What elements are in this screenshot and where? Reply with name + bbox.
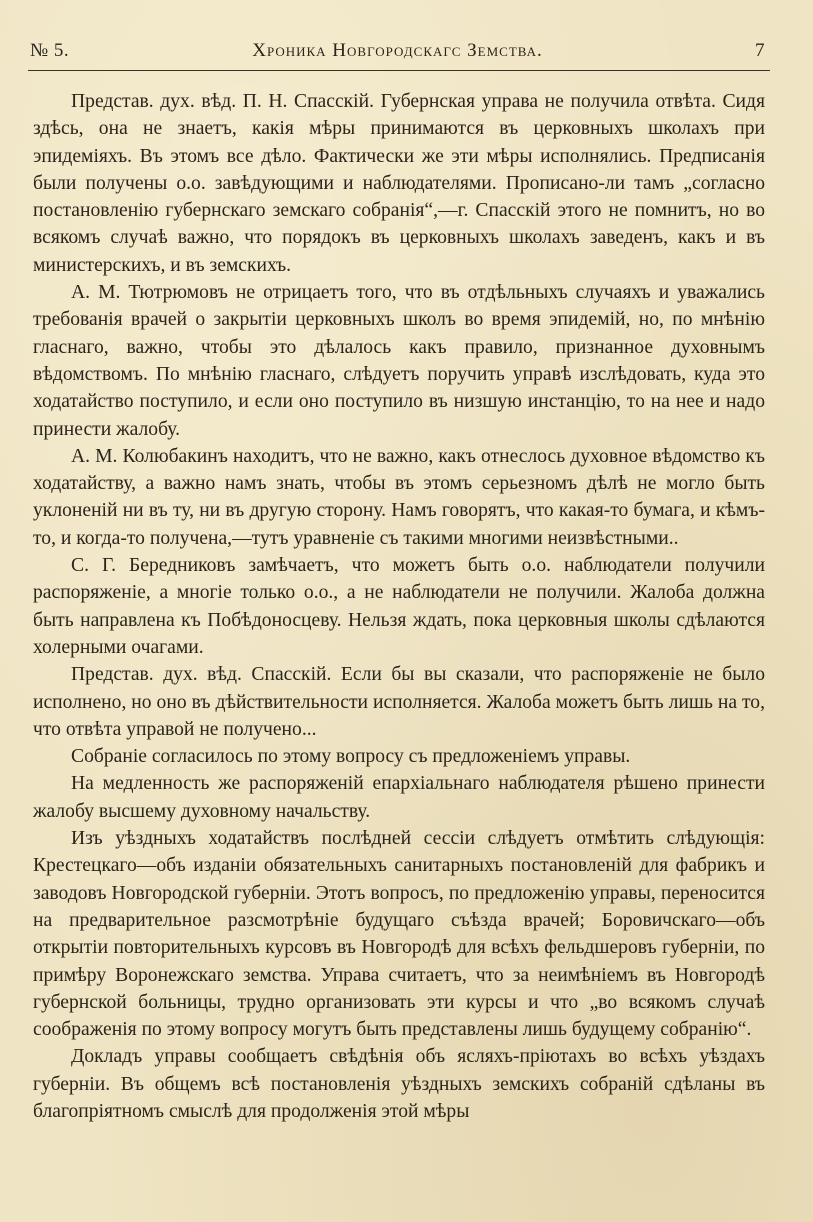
paragraph: Изъ уѣздныхъ ходатайствъ послѣдней сессіи слѣдуетъ отмѣтить слѣдующія: Крестецкаго—объ изданіи обязательныхъ санитарныхъ постановленій для фабрикъ и заводовъ Новгородской губерніи. Этотъ вопросъ, по предложенію управы, переносится на предварительное разсмотрѣніе будущаго съѣзда врачей; Боровичскаго—объ открытіи повторительныхъ курсовъ въ Новгородѣ для всѣхъ фельдшеровъ губерніи, по примѣру Воронежскаго земства. Управа считаетъ, что за неимѣніемъ въ Новгородѣ губернской больницы, трудно организовать эти курсы и что „во всякомъ случаѣ соображенія по этому вопросу могутъ быть представлены лишь будущему собранію“.	[33, 828, 765, 1041]
issue-number: № 5.	[30, 40, 70, 61]
running-title: Хроника Новгородскагс Земства.	[252, 40, 543, 61]
body-text	[33, 88, 765, 1125]
paragraph: На медленность же распоряженій епархіальнаго наблюдателя рѣшено принести жалобу высшему духовному начальству.	[33, 773, 765, 822]
paragraph: А. М. Колюбакинъ находитъ, что не важно, какъ отнеслось духовное вѣдомство къ ходатайству, а важно намъ знать, чтобы въ этомъ серьезномъ дѣлѣ не могло быть уклоненій ни въ ту, ни въ другую сторону. Намъ говорятъ, что какая-то бумага, и кѣмъ-то, и когда-то получена,—тутъ уравненіе съ такими многими неизвѣстными..	[33, 445, 765, 549]
paragraph: Представ. дух. вѣд. П. Н. Спасскій. Губернская управа не получила отвѣта. Сидя здѣсь, она не знаетъ, какія мѣры принимаются въ церковныхъ школахъ при эпидеміяхъ. Въ этомъ все дѣло. Фактически же эти мѣры исполнялись. Предписанія были получены о.о. завѣдующими и наблюдателями. Прописано-ли тамъ „согласно постановленію губернскаго земскаго собранія“,—г. Спасскій этого не помнитъ, но во всякомъ случаѣ важно, что порядокъ въ церковныхъ школахъ заведенъ, какъ и въ министерскихъ, и въ земскихъ.	[33, 91, 765, 276]
paragraph: Докладъ управы сообщаетъ свѣдѣнія объ ясляхъ-пріютахъ во всѣхъ уѣздахъ губерніи. Въ общемъ всѣ постановленія уѣздныхъ земскихъ собраній сдѣланы въ благопріятномъ смыслѣ для продолженія этой мѣры	[33, 1046, 765, 1122]
paragraph: А. М. Тютрюмовъ не отрицаетъ того, что въ отдѣльныхъ случаяхъ и уважались требованія врачей о закрытіи церковныхъ школъ во время эпидемій, но, по мнѣнію гласнаго, важно, чтобы это дѣлалось какъ правило, признанное духовнымъ вѣдомствомъ. По мнѣнію гласнаго, слѣдуетъ поручить управѣ изслѣдовать, куда это ходатайство поступило, и если оно поступило въ низшую инстанцію, то на нее и надо принести жалобу.	[33, 282, 765, 440]
header-rule	[28, 70, 770, 71]
paragraph: Собраніе согласилось по этому вопросу съ предложеніемъ управы.	[71, 746, 631, 768]
page-number: 7	[755, 40, 765, 61]
running-header	[30, 40, 765, 66]
paragraph: С. Г. Бередниковъ замѣчаетъ, что можетъ быть о.о. наблюдатели получили распоряженіе, а многіе только о.о., а не наблюдатели не получили. Жалоба должна быть направлена къ Побѣдоносцеву. Нельзя ждать, пока церковныя школы сдѣлаются холерными очагами.	[33, 555, 765, 658]
paragraph: Представ. дух. вѣд. Спасскій. Если бы вы сказали, что распоряженіе не было исполнено, но оно въ дѣйствительности исполняется. Жалоба можетъ быть лишь на то, что отвѣта управой не получено...	[33, 664, 765, 740]
